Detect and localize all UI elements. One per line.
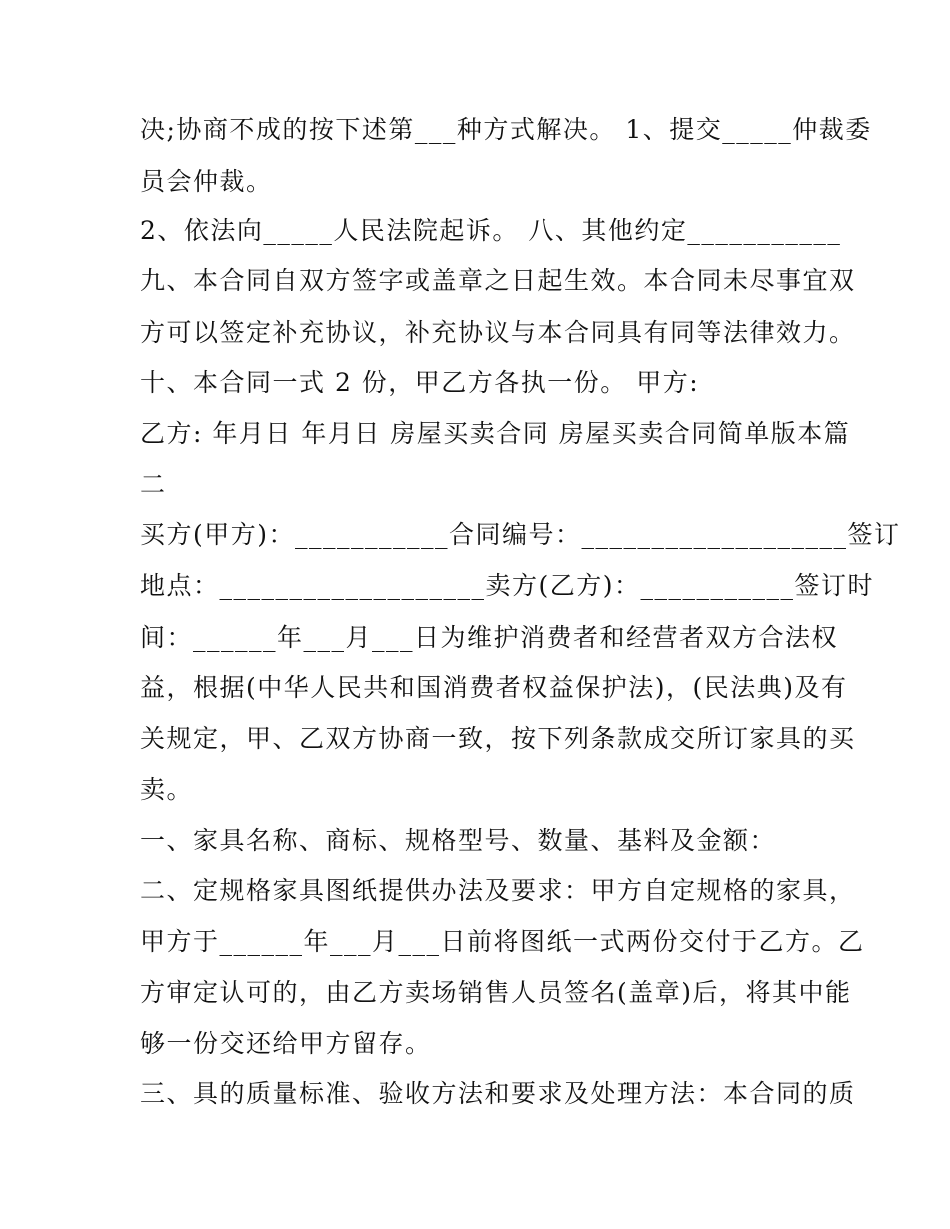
text-line: 够一份交还给甲方留存。 bbox=[140, 1029, 432, 1058]
text-line: 卖。 bbox=[140, 775, 194, 804]
text-line: 间：______年___月___日为维护消费者和经营者双方合法权 bbox=[140, 623, 839, 652]
text-line: 关规定，甲、乙双方协商一致，按下列条款成交所订家具的买 bbox=[140, 724, 856, 753]
text-line: 2、依法向_____人民法院起诉。 八、其他约定___________ bbox=[140, 216, 842, 245]
text-line: 乙方: 年月日 年月日 房屋买卖合同 房屋买卖合同简单版本篇 bbox=[140, 419, 851, 448]
text-line: 买方(甲方)：___________合同编号：___________________签订 bbox=[140, 520, 901, 549]
text-line: 三、具的质量标准、验收方法和要求及处理方法：本合同的质 bbox=[140, 1079, 856, 1108]
text-line: 决;协商不成的按下述第___种方式解决。 1、提交_____仲裁委 bbox=[140, 115, 872, 144]
text-line: 一、家具名称、商标、规格型号、数量、基料及金额： bbox=[140, 826, 777, 855]
text-line: 员会仲裁。 bbox=[140, 167, 273, 196]
text-line: 甲方于______年___月___日前将图纸一式两份交付于乙方。乙 bbox=[140, 927, 865, 956]
text-line: 二 bbox=[140, 470, 167, 499]
text-line: 二、定规格家具图纸提供办法及要求：甲方自定规格的家具， bbox=[140, 876, 856, 905]
text-line: 方审定认可的，由乙方卖场销售人员签名(盖章)后，将其中能 bbox=[140, 978, 852, 1007]
text-line: 九、本合同自双方签字或盖章之日起生效。本合同未尽事宜双 bbox=[140, 266, 856, 295]
text-line: 方可以签定补充协议，补充协议与本合同具有同等法律效力。 bbox=[140, 318, 856, 347]
text-line: 地点：___________________卖方(乙方)：___________签订时 bbox=[140, 571, 875, 600]
text-line: 十、本合同一式 2 份，甲乙方各执一份。 甲方: bbox=[140, 368, 700, 397]
text-line: 益，根据(中华人民共和国消费者权益保护法)，(民法典)及有 bbox=[140, 673, 848, 702]
